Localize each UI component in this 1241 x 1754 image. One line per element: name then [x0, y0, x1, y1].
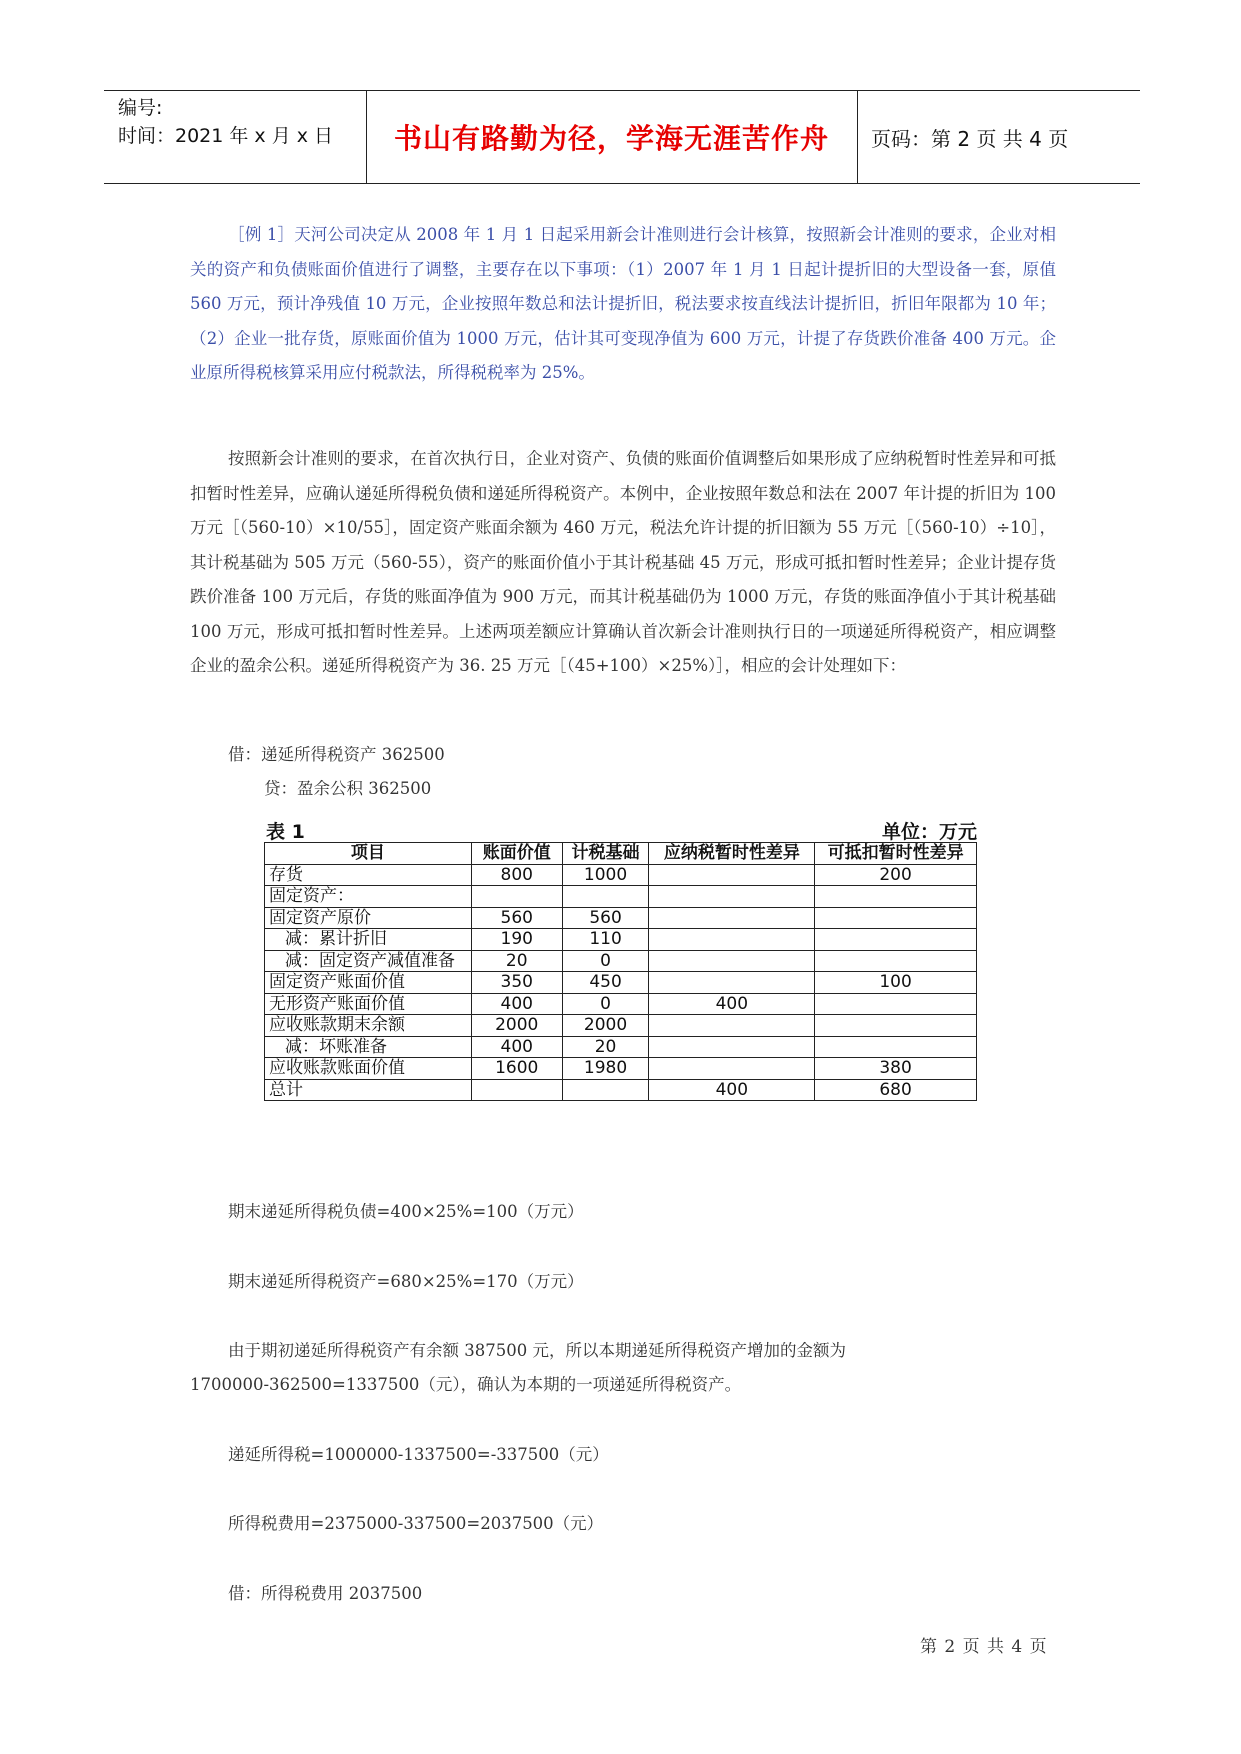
- explanation-paragraph: [190, 442, 1056, 684]
- row-taxable: [649, 950, 815, 972]
- row-item: 无形资产账面价值: [265, 993, 472, 1015]
- row-deductible: 200: [815, 864, 977, 886]
- row-item: 固定资产原价: [265, 907, 472, 929]
- explanation-text: 按照新会计准则的要求，在首次执行日，企业对资产、负债的账面价值调整后如果形成了应纳税暂时性差异和可抵扣暂时性差异，应确认递延所得税负债和递延所得税资产。本例中，企业按照年数总和法在 2007 年计提的折旧为 100 万元［（560-10）×10/55］，固定资产账面余额为 460 万元，税法允许计提的折旧额为 55 万元［（560-10）÷10］，其计税基础为 505 万元（560-55），资产的账面价值小于其计税基础 45 万元，形成可抵扣暂时性差异；企业计提存货跌价准备 100 万元后，存货的账面净值为 900 万元，而其计税基础仍为 1000 万元，存货的账面净值小于其计税基础 100 万元，形成可抵扣暂时性差异。上述两项差额应计算确认首次新会计准则执行日的一项递延所得税资产，相应调整企业的盈余公积。递延所得税资产为 36. 25 万元［（45+100）×25%）］，相应的会计处理如下：: [190, 449, 1056, 675]
- header-page-info: 页码：第 2 页 共 4 页: [871, 126, 1069, 151]
- table-row: [265, 950, 977, 972]
- row-tax-base: 560: [562, 907, 649, 929]
- calc-tax-expense: 所得税费用=2375000-337500=2037500（元）: [228, 1514, 604, 1533]
- table-row: [265, 993, 977, 1015]
- row-tax-base: 0: [562, 950, 649, 972]
- document-time-label: 时间：2021 年 x 月 x 日: [118, 125, 334, 147]
- row-taxable: [649, 929, 815, 951]
- row-book-value: 560: [471, 907, 562, 929]
- row-book-value: 800: [471, 864, 562, 886]
- row-tax-base: 450: [562, 972, 649, 994]
- row-item: 固定资产账面价值: [265, 972, 472, 994]
- row-deductible: 680: [815, 1079, 977, 1101]
- calc-increase-line1: 由于期初递延所得税资产有余额 387500 元，所以本期递延所得税资产增加的金额为: [228, 1341, 846, 1360]
- row-book-value: 400: [471, 993, 562, 1015]
- row-tax-base: 0: [562, 993, 649, 1015]
- row-item: 减：固定资产减值准备: [265, 950, 472, 972]
- row-item: 固定资产：: [265, 886, 472, 908]
- col-header-deductible-difference: 可抵扣暂时性差异: [815, 843, 977, 865]
- header-motto: 书山有路勤为径，学海无涯苦作舟: [366, 91, 858, 183]
- page-footer: 第 2 页 共 4 页: [920, 1637, 1048, 1657]
- document-number-label: 编号:: [118, 97, 163, 119]
- row-deductible: [815, 1015, 977, 1037]
- row-taxable: [649, 864, 815, 886]
- row-tax-base: 2000: [562, 1015, 649, 1037]
- row-taxable: 400: [649, 1079, 815, 1101]
- row-tax-base: [562, 1079, 649, 1101]
- table-1: [264, 820, 977, 1125]
- row-deductible: [815, 950, 977, 972]
- row-deductible: [815, 907, 977, 929]
- table-caption: 表 1: [266, 821, 305, 843]
- row-item: 减：坏账准备: [265, 1036, 472, 1058]
- row-item: 减：累计折旧: [265, 929, 472, 951]
- table-row: [265, 1015, 977, 1037]
- calc-increase-line2: 1700000-362500=1337500（元），确认为本期的一项递延所得税资产。: [190, 1375, 742, 1394]
- row-item: 总计: [265, 1079, 472, 1101]
- row-tax-base: 1980: [562, 1058, 649, 1080]
- difference-table: [264, 842, 977, 1101]
- example-paragraph: [190, 218, 1056, 391]
- row-book-value: 350: [471, 972, 562, 994]
- row-taxable: 400: [649, 993, 815, 1015]
- row-taxable: [649, 1058, 815, 1080]
- row-item: 应收账款账面价值: [265, 1058, 472, 1080]
- table-unit: 单位：万元: [881, 821, 977, 843]
- row-book-value: 2000: [471, 1015, 562, 1037]
- calc-asset: 期末递延所得税资产=680×25%=170（万元）: [228, 1272, 584, 1291]
- entry2-debit: 借：所得税费用 2037500: [228, 1584, 423, 1603]
- row-deductible: [815, 993, 977, 1015]
- row-taxable: [649, 886, 815, 908]
- table-row: [265, 907, 977, 929]
- table-row: [265, 864, 977, 886]
- row-book-value: 400: [471, 1036, 562, 1058]
- table-row: [265, 929, 977, 951]
- row-taxable: [649, 1015, 815, 1037]
- row-deductible: 100: [815, 972, 977, 994]
- row-tax-base: 110: [562, 929, 649, 951]
- row-book-value: 20: [471, 950, 562, 972]
- row-taxable: [649, 1036, 815, 1058]
- row-item: 存货: [265, 864, 472, 886]
- header-left-cell: [104, 91, 367, 183]
- col-header-book-value: 账面价值: [471, 843, 562, 865]
- calc-deferred-tax: 递延所得税=1000000-1337500=-337500（元）: [228, 1445, 609, 1464]
- row-book-value: 190: [471, 929, 562, 951]
- col-header-item: 项目: [265, 843, 472, 865]
- table-row: [265, 1036, 977, 1058]
- row-item: 应收账款期末余额: [265, 1015, 472, 1037]
- table-row: [265, 886, 977, 908]
- row-tax-base: 1000: [562, 864, 649, 886]
- entry1-debit: 借：递延所得税资产 362500: [228, 745, 445, 764]
- row-tax-base: [562, 886, 649, 908]
- row-book-value: [471, 886, 562, 908]
- row-deductible: [815, 886, 977, 908]
- row-deductible: [815, 1036, 977, 1058]
- row-tax-base: 20: [562, 1036, 649, 1058]
- row-taxable: [649, 907, 815, 929]
- table-row: [265, 1058, 977, 1080]
- table-header-row: [265, 843, 977, 865]
- row-deductible: [815, 929, 977, 951]
- calc-liability: 期末递延所得税负债=400×25%=100（万元）: [228, 1202, 584, 1221]
- table-row: [265, 972, 977, 994]
- row-book-value: [471, 1079, 562, 1101]
- page-header: [104, 90, 1140, 184]
- col-header-taxable-difference: 应纳税暂时性差异: [649, 843, 815, 865]
- row-deductible: 380: [815, 1058, 977, 1080]
- table-row: [265, 1079, 977, 1101]
- row-book-value: 1600: [471, 1058, 562, 1080]
- entry1-credit: 贷：盈余公积 362500: [264, 779, 432, 798]
- example-text: ［例 1］天河公司决定从 2008 年 1 月 1 日起采用新会计准则进行会计核算，按照新会计准则的要求，企业对相关的资产和负债账面价值进行了调整，主要存在以下事项：（1）2007 年 1 月 1 日起计提折旧的大型设备一套，原值 560 万元，预计净残值 10 万元，企业按照年数总和法计提折旧，税法要求按直线法计提折旧，折旧年限都为 10 年；（2）企业一批存货，原账面价值为 1000 万元，估计其可变现净值为 600 万元，计提了存货跌价准备 400 万元。企业原所得税核算采用应付税款法，所得税税率为 25%。: [190, 225, 1056, 382]
- row-taxable: [649, 972, 815, 994]
- col-header-tax-base: 计税基础: [562, 843, 649, 865]
